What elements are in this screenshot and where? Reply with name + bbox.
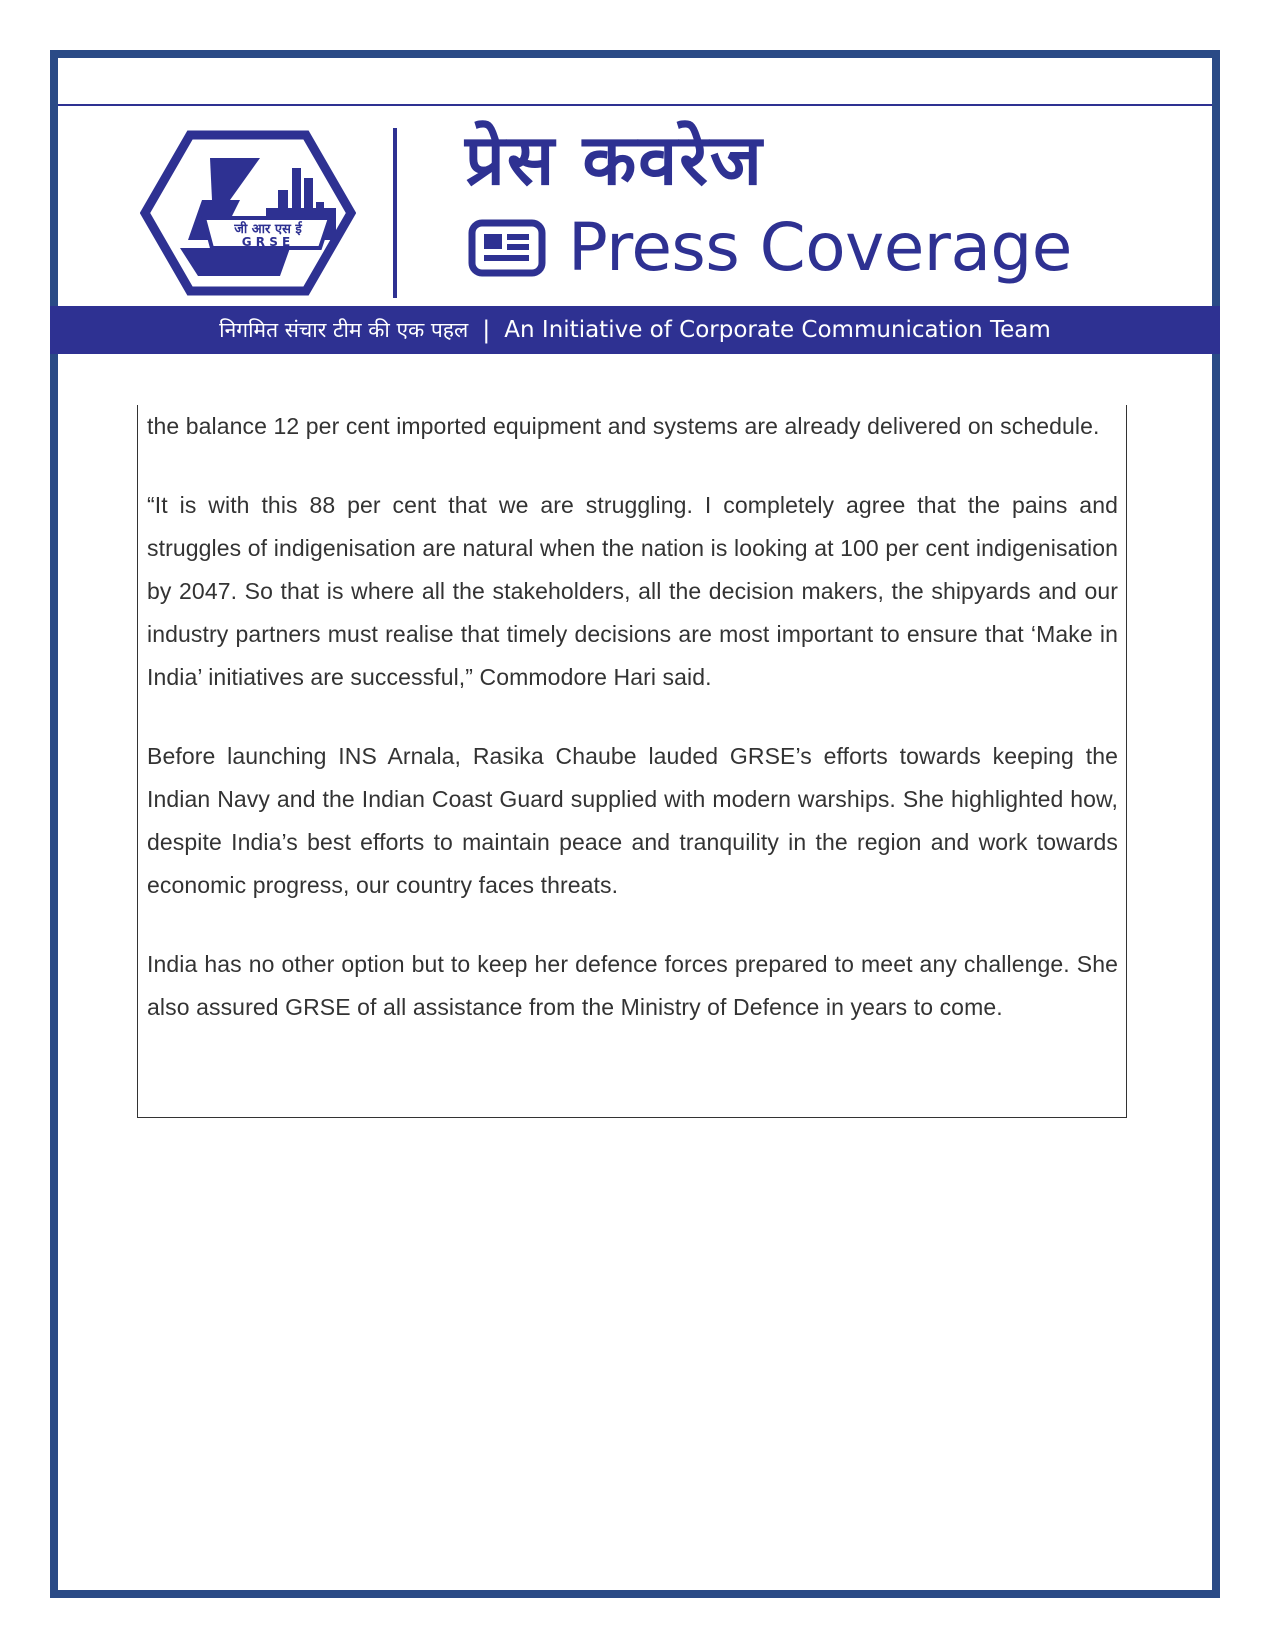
english-title: Press Coverage: [568, 209, 1072, 286]
logo-english-text: G R S E: [241, 235, 291, 249]
article-paragraph: India has no other option but to keep her defence forces prepared to meet any challenge. She also assured GRSE of all assistance from the Ministry of Defence in years to come.: [147, 951, 1118, 1020]
press-coverage-line: [468, 208, 1072, 288]
grse-logo: [140, 130, 356, 296]
logo-hindi-text: जी आर एस ई: [234, 222, 302, 237]
article-paragraph: the balance 12 per cent imported equipment and systems are already delivered on schedule.: [147, 413, 1100, 439]
hindi-title: प्रेस कवरेज: [465, 119, 764, 201]
banner-english-text: An Initiative of Corporate Communication Team: [504, 317, 1051, 343]
header-divider: [393, 128, 397, 298]
newspaper-icon: [468, 219, 546, 277]
header-rule: [58, 104, 1212, 106]
article-paragraph: “It is with this 88 per cent that we are struggling. I completely agree that the pains and struggles of indigenisation are natural when the nation is looking at 100 per cent indigenisation by 2047. So that is where all the stakeholders, all the decision makers, the shipyards and our industry partners must realise that timely decisions are most important to ensure that ‘Make in India’ initiatives are successful,” Commodore Hari said.: [147, 492, 1118, 690]
initiative-banner: [50, 306, 1220, 354]
article-paragraph: Before launching INS Arnala, Rasika Chaube lauded GRSE’s efforts towards keeping the Indian Navy and the Indian Coast Guard supplied with modern warships. She highlighted how, despite India’s best efforts to maintain peace and tranquility in the region and work towards economic progress, our country faces threats.: [147, 743, 1118, 898]
article-body: [137, 405, 1127, 1118]
banner-hindi-text: निगमित संचार टीम की एक पहल: [219, 318, 469, 342]
banner-separator: |: [482, 316, 491, 344]
